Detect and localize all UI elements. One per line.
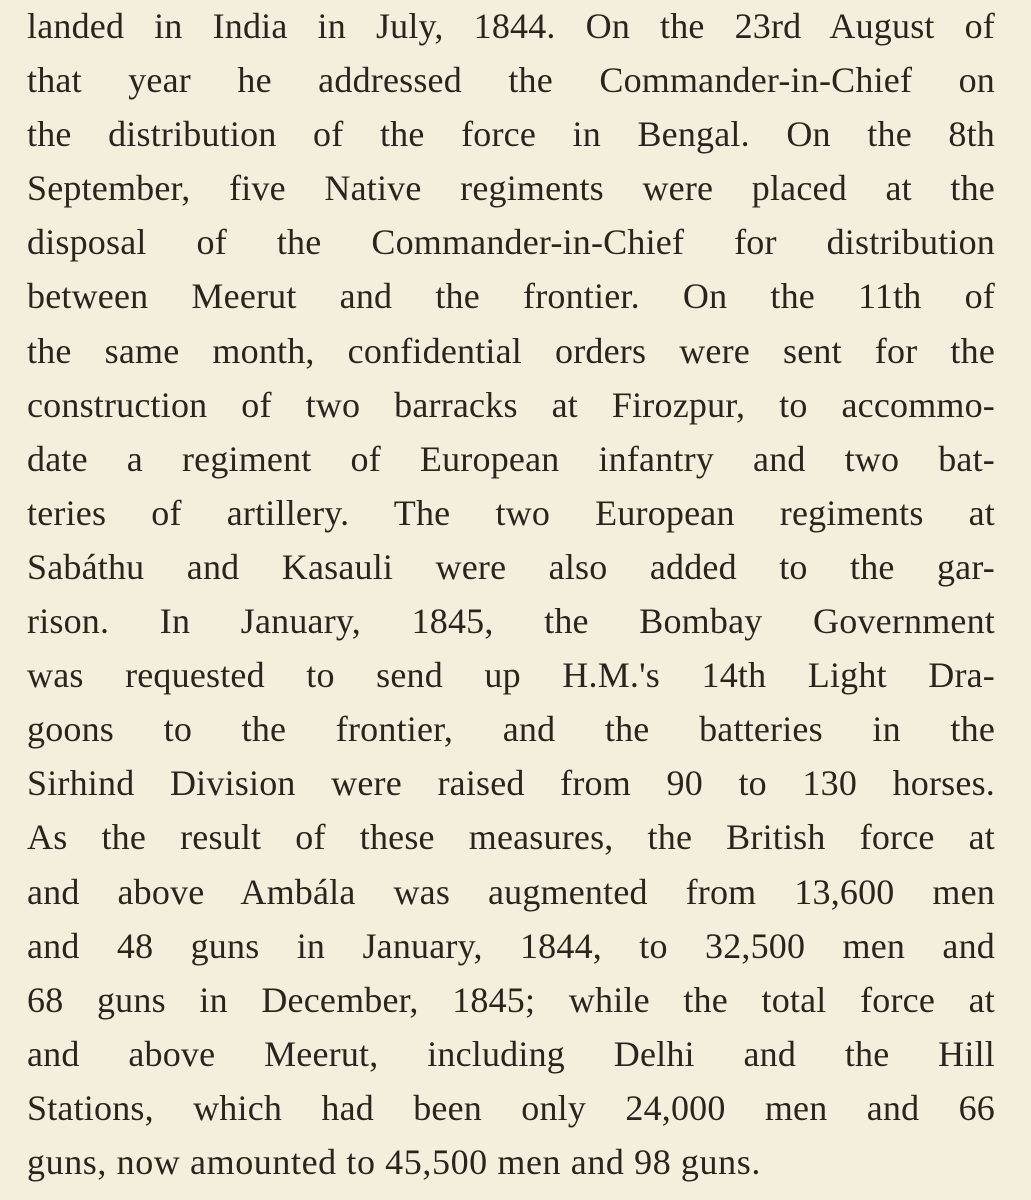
text-line: between Meerut and the frontier. On the 11th of	[27, 276, 995, 317]
text-line: the distribution of the force in Bengal. On the 8th	[27, 114, 995, 155]
text-line-last: guns, now amounted to 45,500 men and 98 guns.	[27, 1141, 761, 1182]
text-line: Sabáthu and Kasauli were also added to the gar-	[27, 546, 995, 587]
text-line: As the result of these measures, the British force at	[27, 817, 995, 858]
text-line: rison. In January, 1845, the Bombay Government	[27, 601, 995, 642]
text-line: disposal of the Commander-in-Chief for distribution	[27, 222, 995, 263]
text-line: that year he addressed the Commander-in-Chief on	[27, 60, 995, 101]
text-line: 68 guns in December, 1845; while the total force at	[27, 979, 995, 1020]
paragraph	[27, 0, 995, 1189]
text-line: construction of two barracks at Firozpur, to accommo-	[27, 384, 995, 425]
text-line: and 48 guns in January, 1844, to 32,500 men and	[27, 925, 995, 966]
text-line: landed in India in July, 1844. On the 23rd August of	[27, 6, 995, 46]
text-line: September, five Native regiments were placed at the	[27, 168, 995, 209]
text-line: date a regiment of European infantry and two bat-	[27, 438, 995, 479]
text-line: and above Meerut, including Delhi and the Hill	[27, 1033, 995, 1074]
text-line: the same month, confidential orders were sent for the	[27, 330, 995, 371]
text-line: Sirhind Division were raised from 90 to 130 horses.	[27, 763, 995, 804]
text-line: teries of artillery. The two European regiments at	[27, 492, 995, 533]
text-line: goons to the frontier, and the batteries in the	[27, 709, 995, 750]
text-line: and above Ambála was augmented from 13,600 men	[27, 871, 995, 912]
text-line: Stations, which had been only 24,000 men and 66	[27, 1087, 995, 1128]
text-line: was requested to send up H.M.'s 14th Light Dra-	[27, 655, 995, 696]
